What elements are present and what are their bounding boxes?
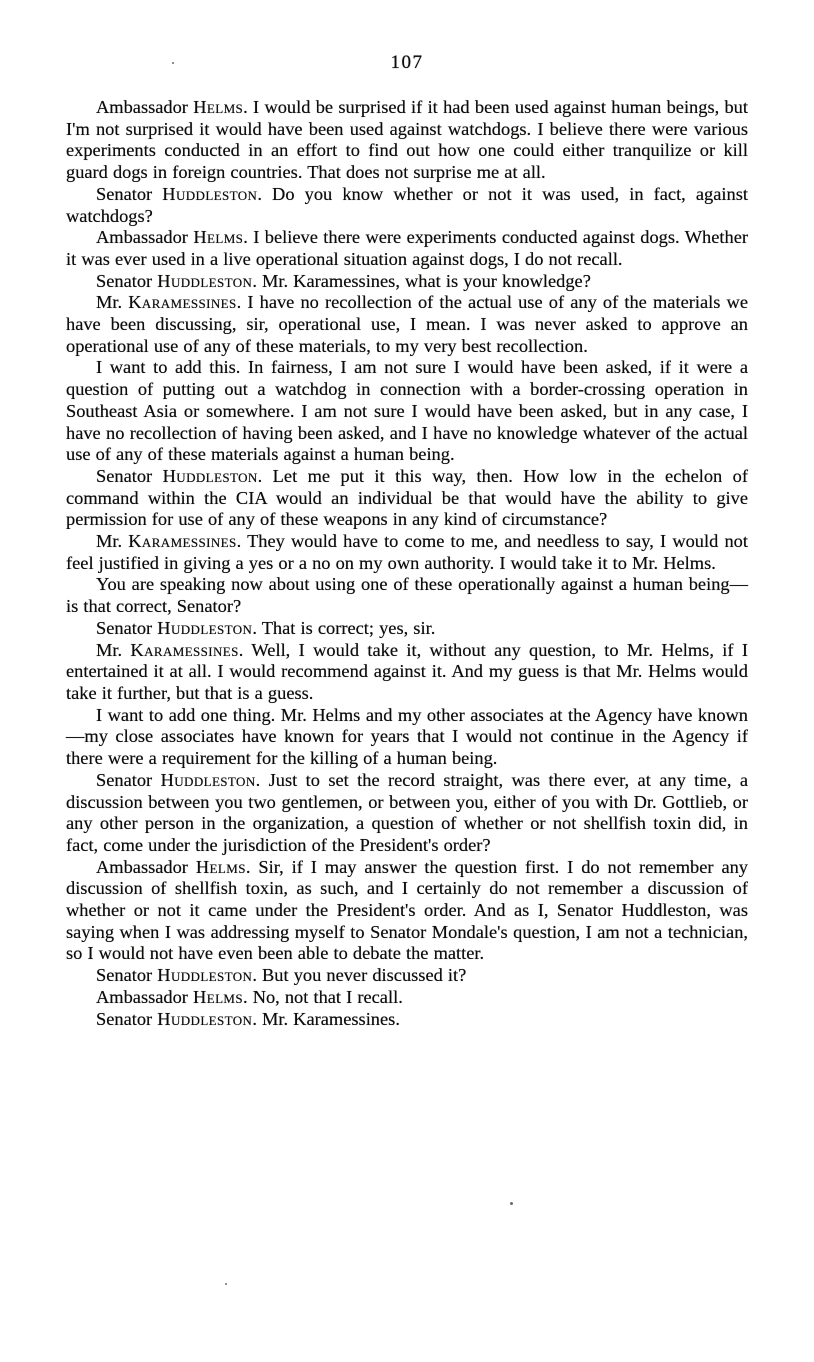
scan-artifact — [225, 1283, 227, 1285]
paragraph-text: . I have no recollection of the actual use of any of the materials we have been discussing, sir, operational use, I mean. I was never asked to approve an operational use of any of these materials, to my very best recollection. — [66, 292, 748, 356]
speaker-name: Karamessines — [128, 292, 237, 313]
paragraph-text: You are speaking now about using one of these operationally against a human being—is that correct, Senator? — [66, 574, 748, 617]
speaker-title: Senator — [96, 769, 161, 790]
paragraph-text: I want to add one thing. Mr. Helms and my other associates at the Agency have known—my close associates have known for years that I would not continue in the Agency if there were a requirement for the killing of a human being. — [66, 704, 748, 769]
transcript-paragraph — [66, 705, 748, 770]
paragraph-text: . Just to set the record straight, was there ever, at any time, a discussion between you two gentlemen, or between you, either of you with Dr. Gottlieb, or any other person in the organization, a question of whether or not shellfish toxin did, in fact, come under the jurisdiction of the President's order? — [66, 769, 749, 855]
speaker-title: Mr. — [96, 292, 129, 313]
paragraph-text: . Mr. Karamessines, what is your knowledge? — [252, 270, 591, 291]
speaker-name: Huddleston — [157, 965, 253, 986]
transcript-paragraph — [66, 466, 748, 531]
transcript-paragraph — [66, 1009, 748, 1031]
paragraph-text: . Let me put it this way, then. How low in the echelon of command within the CIA would an individual be that would have the ability to give permission for use of any of these weapons in any kind of circumstance? — [66, 465, 748, 530]
transcript-paragraph — [66, 357, 748, 466]
paragraph-text: I want to add this. In fairness, I am not sure I would have been asked, if it were a question of putting out a watchdog in connection with a border-crossing operation in Southeast Asia or somewhere. I am not sure I would have been asked, but in any case, I have no recollection of having been asked, and I have no knowledge whatever of the actual use of any of these materials against a human being. — [66, 357, 748, 465]
speaker-title: Senator — [96, 270, 158, 291]
speaker-title: Senator — [96, 1008, 158, 1029]
paragraph-text: . No, not that I recall. — [243, 986, 403, 1007]
transcript-paragraph — [66, 271, 748, 293]
speaker-title: Senator — [96, 965, 158, 986]
transcript-paragraph — [66, 184, 748, 227]
paragraph-text: . I believe there were experiments conducted against dogs. Whether it was ever used in a live operational situation against dogs, I do not recall. — [66, 227, 748, 269]
speaker-title: Mr. — [96, 639, 131, 660]
page-number: 107 — [390, 52, 424, 73]
transcript-paragraph — [66, 97, 748, 184]
transcript-paragraph — [66, 640, 748, 705]
speaker-title: Ambassador — [96, 227, 194, 248]
speaker-title: Ambassador — [96, 986, 194, 1007]
paragraph-text: . Do you know whether or not it was used, in fact, against watchdogs? — [66, 183, 748, 226]
paragraph-text: . But you never discussed it? — [252, 965, 467, 986]
transcript-paragraph — [66, 227, 748, 270]
speaker-name: Helms — [193, 227, 244, 248]
speaker-name: Huddleston — [157, 270, 253, 291]
speaker-name: Huddleston — [162, 183, 258, 204]
transcript-paragraph — [66, 531, 748, 574]
speaker-name: Helms — [193, 986, 243, 1007]
paragraph-text: . Mr. Karamessines. — [252, 1008, 400, 1029]
transcript-paragraph — [66, 292, 748, 357]
speaker-name: Helms — [193, 97, 244, 117]
speaker-name: Huddleston — [160, 769, 256, 790]
speaker-title: Senator — [96, 617, 158, 638]
speaker-name: Karamessines — [130, 639, 239, 660]
transcript-paragraph — [66, 574, 748, 617]
speaker-name: Huddleston — [157, 1008, 253, 1029]
transcript-paragraph — [66, 770, 748, 857]
speaker-title: Ambassador — [96, 97, 194, 117]
transcript-body — [66, 97, 748, 1030]
paragraph-text: . Well, I would take it, without any question, to Mr. Helms, if I entertained it at all. I would recommend against it. And my guess is that Mr. Helms would take it further, but that is a guess. — [66, 639, 748, 703]
transcript-paragraph — [66, 987, 748, 1009]
transcript-paragraph — [66, 618, 748, 640]
speaker-title: Senator — [96, 183, 163, 204]
speaker-title: Senator — [96, 465, 163, 486]
transcript-paragraph — [66, 965, 748, 987]
paragraph-text: . That is correct; yes, sir. — [252, 617, 436, 638]
paragraph-text: . They would have to come to me, and needless to say, I would not feel justified in giving a yes or a no on my own authority. I would take it to Mr. Helms. — [66, 531, 748, 573]
speaker-title: Ambassador — [96, 856, 196, 877]
scan-artifact — [172, 62, 174, 64]
speaker-name: Karamessines — [128, 531, 237, 552]
speaker-name: Huddleston — [157, 617, 253, 638]
speaker-title: Mr. — [96, 531, 129, 552]
scan-artifact — [510, 1202, 513, 1205]
paragraph-text: . I would be surprised if it had been used against human beings, but I'm not surprised it would have been used against watchdogs. I believe there were various experiments conducted in an effort to find out how one could either tranquilize or kill guard dogs in foreign countries. That does not surprise me at all. — [66, 97, 748, 183]
transcript-paragraph — [66, 857, 748, 966]
paragraph-text: . Sir, if I may answer the question first. I do not remember any discussion of shellfish toxin, as such, and I certainly do not remember a discussion of whether or not it came under the President's order. And as I, Senator Huddleston, was saying when I was addressing myself to Senator Mondale's question, I am not a technician, so I would not have even been able to debate the matter. — [66, 856, 748, 964]
speaker-name: Huddleston — [162, 465, 258, 486]
speaker-name: Helms — [195, 856, 246, 877]
